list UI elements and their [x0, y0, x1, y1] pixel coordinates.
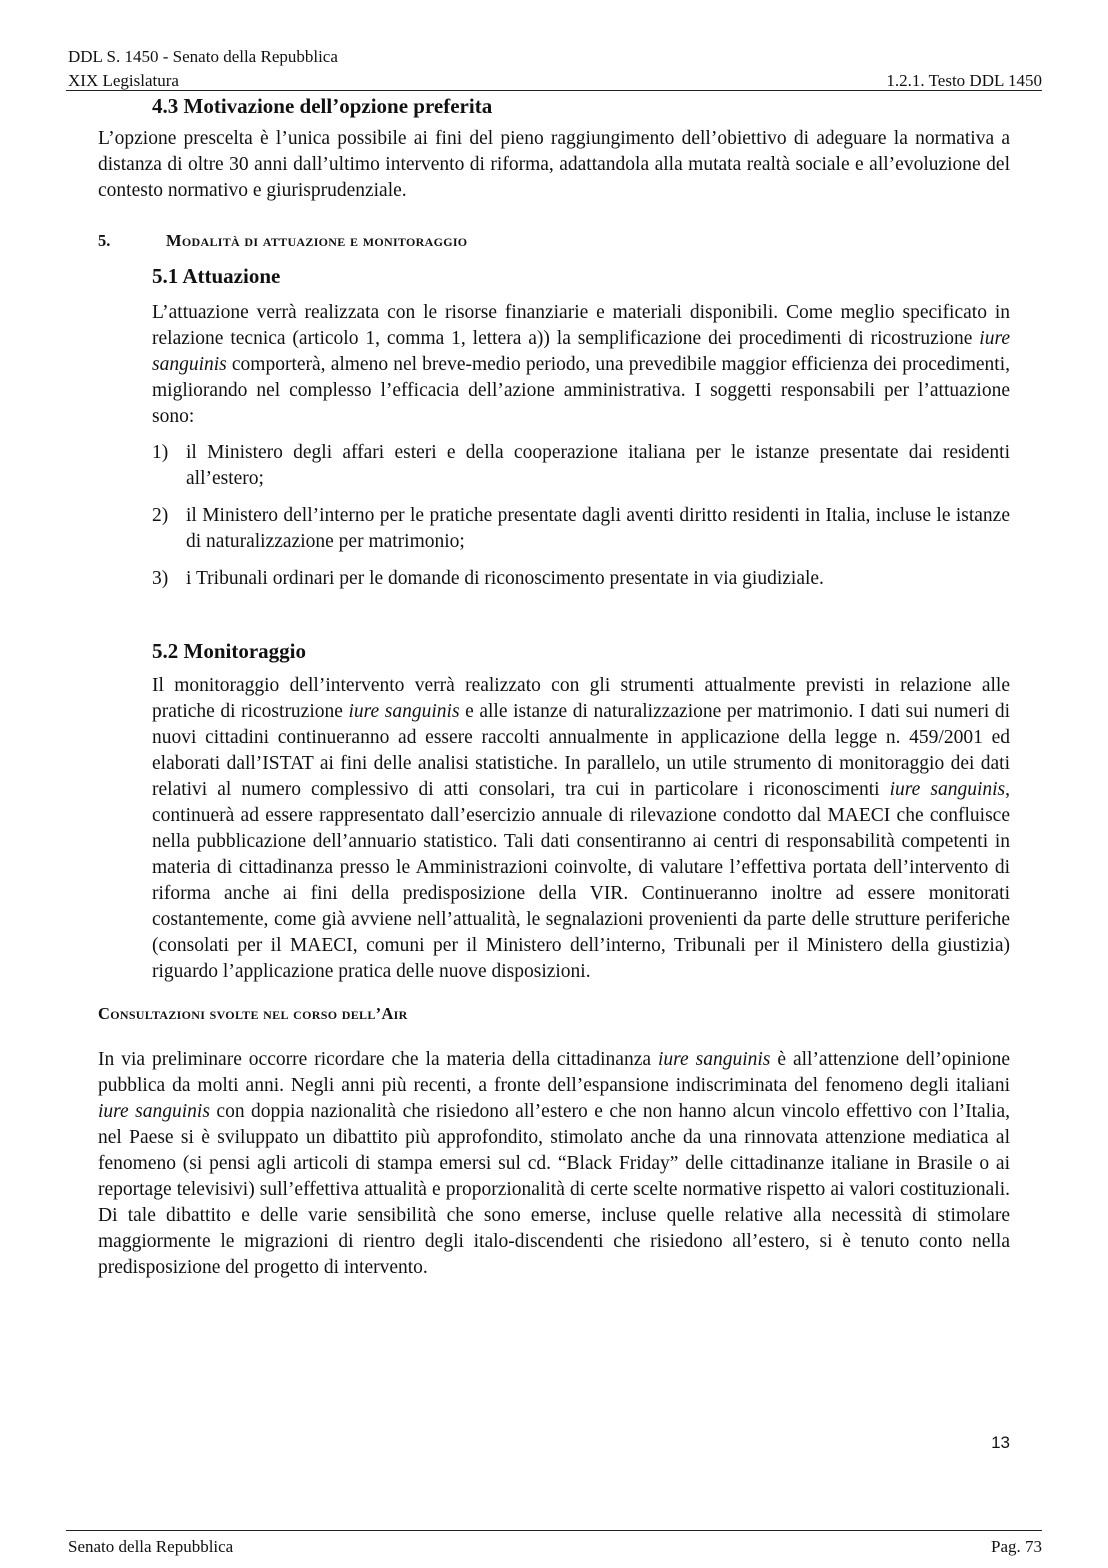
section-5-2-title: 5.2 Monitoraggio: [152, 639, 306, 663]
header-divider: [66, 90, 1042, 91]
header-section-ref: 1.2.1. Testo DDL 1450: [886, 71, 1042, 90]
footer-divider: [66, 1530, 1042, 1531]
responsible-bodies-list: [152, 440, 1010, 592]
list-item: 1) il Ministero degli affari esteri e della cooperazione italiana per le istanze presentate dai residenti all’estero;: [152, 442, 1010, 489]
section-5-2-body: Il monitoraggio dell’intervento verrà realizzato con gli strumenti attualmente previsti in relazione alle pratiche di ricostruzione iure sanguinis e alle istanze di naturalizzazione per matrimonio. I dati sui numeri di nuovi cittadini continueranno ad essere raccolti annualmente in applicazione della legge n. 459/2001 ed elaborati dall’ISTAT ai fini delle analisi statistiche. In parallelo, un utile strumento di monitoraggio dei dati relativi al numero complessivo di atti consolari, tra cui in particolare i riconoscimenti iure sanguinis, continuerà ad essere rappresentato dall’esercizio annuale di rilevazione condotto dal MAECI che confluisce nella pubblicazione dell’annuario statistico. Tali dati consentiranno ai centri di responsabilità competenti in materia di cittadinanza presso le Amministrazioni coinvolte, di valutare l’effettiva portata dell’intervento di riforma anche ai fini della predisposizione della VIR. Continueranno inoltre ad essere monitorati costantemente, come già avviene nell’attualità, le segnalazioni provenienti da parte delle strutture periferiche (consolati per il MAECI, comuni per il Ministero dell’interno, Tribunali per il Ministero della giustizia) riguardo l’applicazione pratica delle nuove disposizioni.: [152, 675, 1010, 982]
section-5-number: 5.: [98, 231, 111, 250]
list-item: 2) il Ministero dell’interno per le pratiche presentate dagli aventi diritto residenti in Italia, incluse le istanze di naturalizzazione per matrimonio;: [152, 505, 1010, 552]
list-item: 3) i Tribunali ordinari per le domande di riconoscimento presentate in via giudiziale.: [152, 568, 824, 589]
section-5-1-body: L’attuazione verrà realizzata con le risorse finanziarie e materiali disponibili. Come meglio specificato in relazione tecnica (articolo 1, comma 1, lettera a)) la semplificazione dei procedimenti di ricostruzione iure sanguinis comporterà, almeno nel breve-medio periodo, una prevedibile maggior efficienza dei procedimenti, migliorando nel complesso l’efficacia dell’azione amministrativa. I soggetti responsabili per l’attuazione sono:: [152, 302, 1010, 427]
section-5-heading: [98, 230, 1010, 252]
section-5-1-title: 5.1 Attuazione: [152, 264, 281, 288]
footer-page-ref: Pag. 73: [991, 1537, 1042, 1556]
footer-publisher: Senato della Repubblica: [68, 1537, 234, 1556]
section-4-3-title: 4.3 Motivazione dell’opzione preferita: [152, 94, 493, 118]
page-content: [98, 92, 1010, 1281]
header-document-id: DDL S. 1450 - Senato della Repubblica: [68, 47, 338, 66]
section-4-3-body: L’opzione prescelta è l’unica possibile ai fini del pieno raggiungimento dell’obiettivo di adeguare la normativa a distanza di oltre 30 anni dall’ultimo intervento di riforma, adattandola alla mutata realtà sociale e all’evoluzione del contesto normativo e giurisprudenziale.: [98, 128, 1010, 201]
header-legislature: XIX Legislatura: [68, 71, 179, 90]
page-number: 13: [991, 1433, 1010, 1452]
consultations-body: In via preliminare occorre ricordare che la materia della cittadinanza iure sanguinis è all’attenzione dell’opinione pubblica da molti anni. Negli anni più recenti, a fronte dell’espansione indiscriminata del fenomeno degli italiani iure sanguinis con doppia nazionalità che risiedono all’estero e che non hanno alcun vincolo effettivo con l’Italia, nel Paese si è sviluppato un dibattito più approfondito, stimolato anche da una rinnovata attenzione mediatica al fenomeno (si pensi agli articoli di stampa emersi sul cd. “Black Friday” delle cittadinanze italiane in Brasile o ai reportage televisivi) sull’effettiva attualità e proporzionalità di certe scelte normative rispetto ai valori costituzionali. Di tale dibattito e delle varie sensibilità che sono emerse, incluse quelle relative alla necessità di stimolare maggiormente le migrazioni di rientro degli italo-discendenti che risiedono all’estero, si è tenuto conto nella predisposizione del progetto di intervento.: [98, 1049, 1011, 1278]
consultations-heading: Consultazioni svolte nel corso dell’Air: [98, 1004, 408, 1023]
section-5-title: Modalità di attuazione e monitoraggio: [166, 231, 468, 250]
